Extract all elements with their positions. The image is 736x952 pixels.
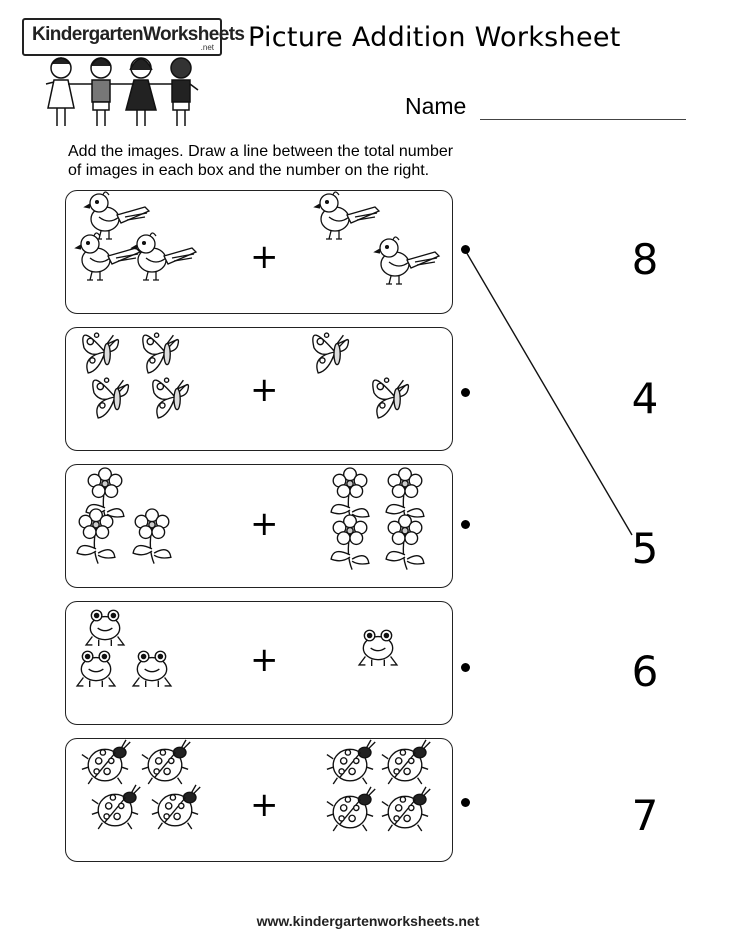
bird-icon	[85, 192, 149, 239]
ladybug-icon	[82, 740, 130, 784]
plus-sign-row-4: +	[250, 640, 279, 680]
ladybug-icon	[92, 785, 140, 829]
answer-number-1[interactable]: 8	[631, 235, 659, 284]
ladybug-icon	[152, 785, 200, 829]
plus-sign-row-1: +	[250, 237, 279, 277]
answer-number-2[interactable]: 4	[631, 374, 659, 423]
page-title: Picture Addition Worksheet	[248, 22, 621, 53]
example-answer-line	[465, 250, 632, 535]
butterfly-icon	[373, 378, 409, 418]
ladybug-icon	[327, 740, 375, 784]
footer-url: www.kindergartenworksheets.net	[256, 913, 480, 929]
match-dot-row-2[interactable]	[461, 388, 470, 397]
logo-brand-text: KindergartenWorksheets	[32, 24, 245, 45]
plus-sign-row-3: +	[250, 504, 279, 544]
bird-icon	[76, 233, 140, 280]
flower-icon	[77, 509, 115, 564]
plus-sign-row-2: +	[250, 370, 279, 410]
ladybug-icon	[142, 740, 190, 784]
butterfly-icon	[313, 333, 349, 373]
answer-number-3[interactable]: 5	[631, 524, 659, 573]
ladybug-icon	[382, 787, 430, 831]
frog-icon	[86, 610, 124, 646]
flower-icon	[386, 515, 424, 570]
match-dot-row-1[interactable]	[461, 245, 470, 254]
ladybug-icon	[327, 787, 375, 831]
answer-number-5[interactable]: 7	[631, 791, 659, 840]
bird-icon	[315, 192, 379, 239]
name-label: Name	[405, 93, 467, 119]
ladybug-icon	[382, 740, 430, 784]
frog-icon	[359, 630, 397, 666]
butterfly-icon	[153, 378, 189, 418]
logo-sub-text: .net	[200, 43, 214, 52]
answer-number-4[interactable]: 6	[631, 647, 659, 696]
instructions-line-2: of images in each box and the number on the right.	[68, 162, 430, 179]
bird-icon	[132, 233, 196, 280]
frog-icon	[133, 651, 171, 687]
match-dot-row-3[interactable]	[461, 520, 470, 529]
butterfly-icon	[83, 333, 119, 373]
match-dot-row-5[interactable]	[461, 798, 470, 807]
butterfly-icon	[93, 378, 129, 418]
plus-sign-row-5: +	[250, 785, 279, 825]
flower-icon	[331, 515, 369, 570]
instructions-line-1: Add the images. Draw a line between the total number	[68, 143, 454, 160]
frog-icon	[77, 651, 115, 687]
match-dot-row-4[interactable]	[461, 663, 470, 672]
flower-icon	[133, 509, 171, 564]
butterfly-icon	[143, 333, 179, 373]
bird-icon	[375, 237, 439, 284]
